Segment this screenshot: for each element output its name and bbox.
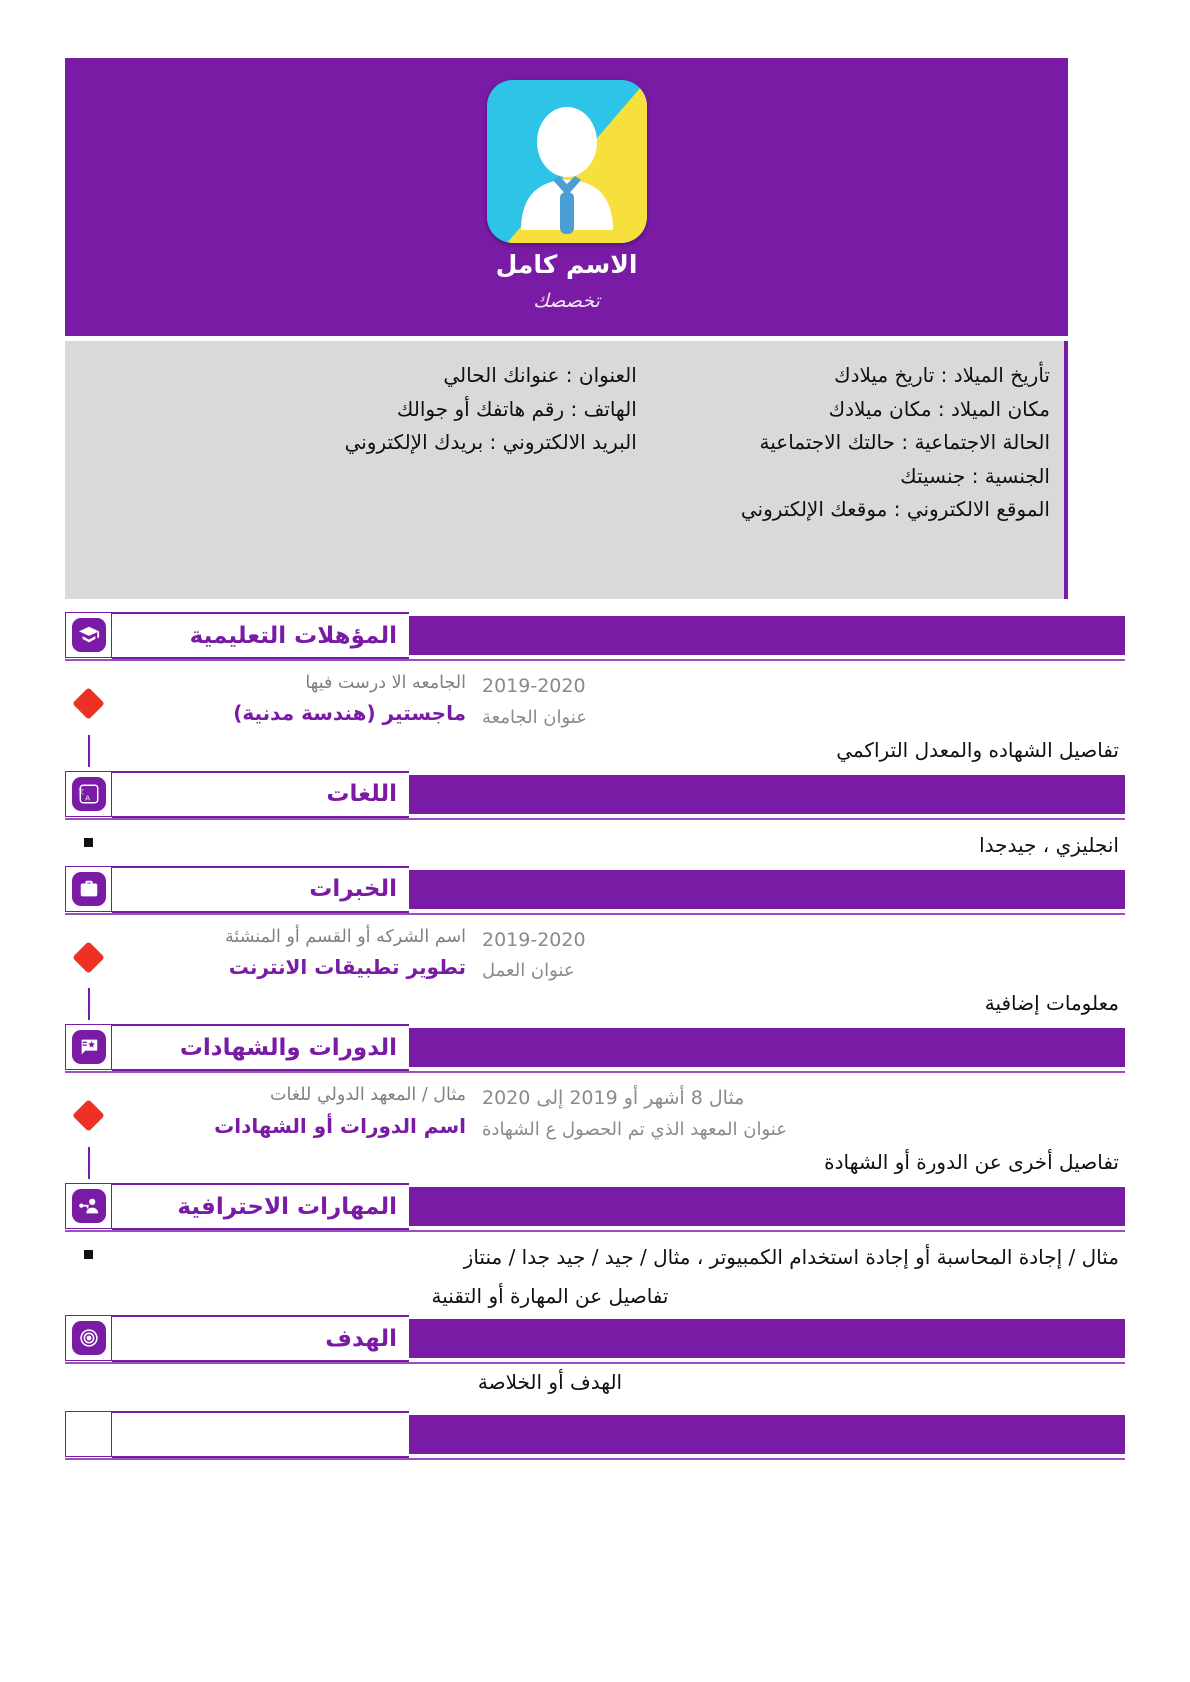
section-title-box — [112, 771, 409, 818]
contact-birthplace: مكان الميلاد : مكان ميلادك — [828, 396, 1050, 421]
section-bar — [409, 1317, 1125, 1360]
timeline-connector — [65, 735, 112, 767]
education-place: عنوان الجامعة — [482, 706, 587, 728]
education-main — [112, 670, 472, 729]
icon-badge — [72, 618, 106, 652]
experience-date: 2019-2020 — [482, 928, 586, 951]
cv-body — [0, 612, 1190, 1460]
courses-entry — [65, 1073, 1125, 1183]
timeline-connector — [65, 988, 112, 1020]
icon-badge — [72, 1321, 106, 1355]
svg-text:文: 文 — [77, 786, 84, 795]
section-title-courses: الدورات والشهادات — [179, 1034, 397, 1061]
icon-badge — [72, 1030, 106, 1064]
section-bar — [409, 868, 1125, 911]
section-title-languages: اللغات — [326, 781, 397, 808]
experience-role: تطوير تطبيقات الانترنت — [228, 954, 466, 979]
section-bar — [409, 773, 1125, 816]
contact-personal-column — [667, 341, 1068, 599]
section-header-courses — [65, 1024, 1125, 1071]
contact-address: العنوان : عنوانك الحالي — [443, 363, 637, 387]
target-bullseye-icon — [65, 1315, 112, 1361]
timeline-connector — [65, 1147, 112, 1179]
experience-place: عنوان العمل — [482, 960, 575, 982]
contact-email: البريد الالكتروني : بريدك الإلكتروني — [344, 430, 637, 455]
language-translate-icon — [65, 771, 112, 817]
education-detail: تفاصيل الشهاده والمعدل التراكمي — [836, 737, 1119, 762]
education-entry — [65, 661, 1125, 771]
section-title-box — [112, 1183, 409, 1230]
experience-main — [112, 924, 472, 983]
briefcase-icon — [65, 866, 112, 912]
section-title-experience: الخبرات — [309, 876, 397, 903]
section-bar — [409, 1185, 1125, 1228]
square-bullet-icon — [65, 1241, 112, 1259]
contact-website: الموقع الالكتروني : موقعك الإلكتروني — [740, 497, 1050, 522]
diamond-bullet-icon — [72, 687, 105, 720]
icon-badge — [72, 1189, 106, 1223]
svg-text:A: A — [84, 793, 90, 803]
contact-birthdate: تأريخ الميلاد : تاريخ ميلادك — [834, 363, 1050, 387]
icon-badge — [72, 777, 106, 811]
courses-detail: تفاصيل أخرى عن الدورة أو الشهادة — [824, 1150, 1119, 1175]
courses-dates — [472, 1082, 1125, 1147]
diamond-bullet-icon — [72, 941, 105, 974]
languages-item — [65, 820, 1125, 866]
education-date: 2019-2020 — [482, 675, 586, 697]
courses-organization: مثال / المعهد الدولي للغات — [270, 1085, 466, 1106]
section-title-box — [112, 866, 409, 913]
courses-name: اسم الدورات أو الشهادات — [214, 1113, 466, 1138]
section-bar — [409, 1026, 1125, 1069]
cv-header-banner — [65, 58, 1068, 336]
entry-marker — [65, 670, 112, 715]
section-header-trailing — [65, 1411, 1125, 1458]
section-header-experience — [65, 866, 1125, 913]
education-dates — [472, 670, 1125, 735]
section-header-languages — [65, 771, 1125, 818]
section-title-box — [112, 612, 409, 659]
diamond-bullet-icon — [72, 1100, 105, 1133]
section-title-box — [112, 1411, 409, 1458]
language-entry: انجليزي ، جيدجدا — [979, 832, 1119, 857]
experience-detail: معلومات إضافية — [984, 991, 1119, 1016]
section-bar — [409, 1413, 1125, 1456]
section-title-education: المؤهلات التعليمية — [189, 622, 397, 649]
skills-item — [65, 1232, 1125, 1278]
section-title-objective: الهدف — [325, 1325, 397, 1352]
section-header-skills — [65, 1183, 1125, 1230]
experience-dates — [472, 924, 1125, 989]
objective-text: الهدف أو الخلاصة — [477, 1370, 623, 1395]
entry-marker — [65, 924, 112, 969]
graduation-cap-icon — [65, 612, 112, 658]
courses-main — [112, 1082, 472, 1141]
icon-badge — [72, 872, 106, 906]
specialty-subtitle: تخصصك — [533, 290, 600, 312]
contact-phone: الهاتف : رقم هاتفك أو جوالك — [396, 396, 637, 421]
section-bar — [409, 614, 1125, 657]
entry-marker — [65, 1082, 112, 1127]
certificate-badge-icon — [65, 1024, 112, 1070]
blank-icon — [65, 1411, 112, 1457]
skills-detail: تفاصيل عن المهارة أو التقنية — [431, 1284, 669, 1309]
section-header-education — [65, 612, 1125, 659]
experience-organization: اسم الشركه أو القسم أو المنشئة — [225, 926, 466, 947]
courses-date: مثال 8 أشهر أو 2019 إلى 2020 — [482, 1087, 745, 1110]
full-name: الاسم كامل — [495, 250, 638, 279]
section-underline — [65, 1458, 1125, 1460]
section-title-skills: المهارات الاحترافية — [177, 1193, 397, 1220]
person-avatar-icon — [487, 80, 647, 243]
skill-entry: مثال / إجادة المحاسبة أو إجادة استخدام الكمبيوتر ، مثال / جيد / جيد جدا / منتاز — [463, 1245, 1119, 1270]
section-header-objective — [65, 1315, 1125, 1362]
section-title-box — [112, 1315, 409, 1362]
courses-place: عنوان المعهد الذي تم الحصول ع الشهادة — [482, 1118, 787, 1140]
person-key-skills-icon — [65, 1183, 112, 1229]
education-degree: ماجستير (هندسة مدنية) — [233, 701, 466, 726]
education-organization: الجامعه الا درست فيها — [305, 673, 466, 693]
contact-address-column — [65, 341, 667, 599]
contact-nationality: الجنسية : جنسيتك — [900, 463, 1050, 488]
contact-marital-status: الحالة الاجتماعية : حالتك الاجتماعية — [759, 430, 1050, 455]
experience-entry — [65, 915, 1125, 1025]
contact-band — [65, 341, 1068, 599]
square-bullet-icon — [65, 829, 112, 847]
section-title-box — [112, 1024, 409, 1071]
